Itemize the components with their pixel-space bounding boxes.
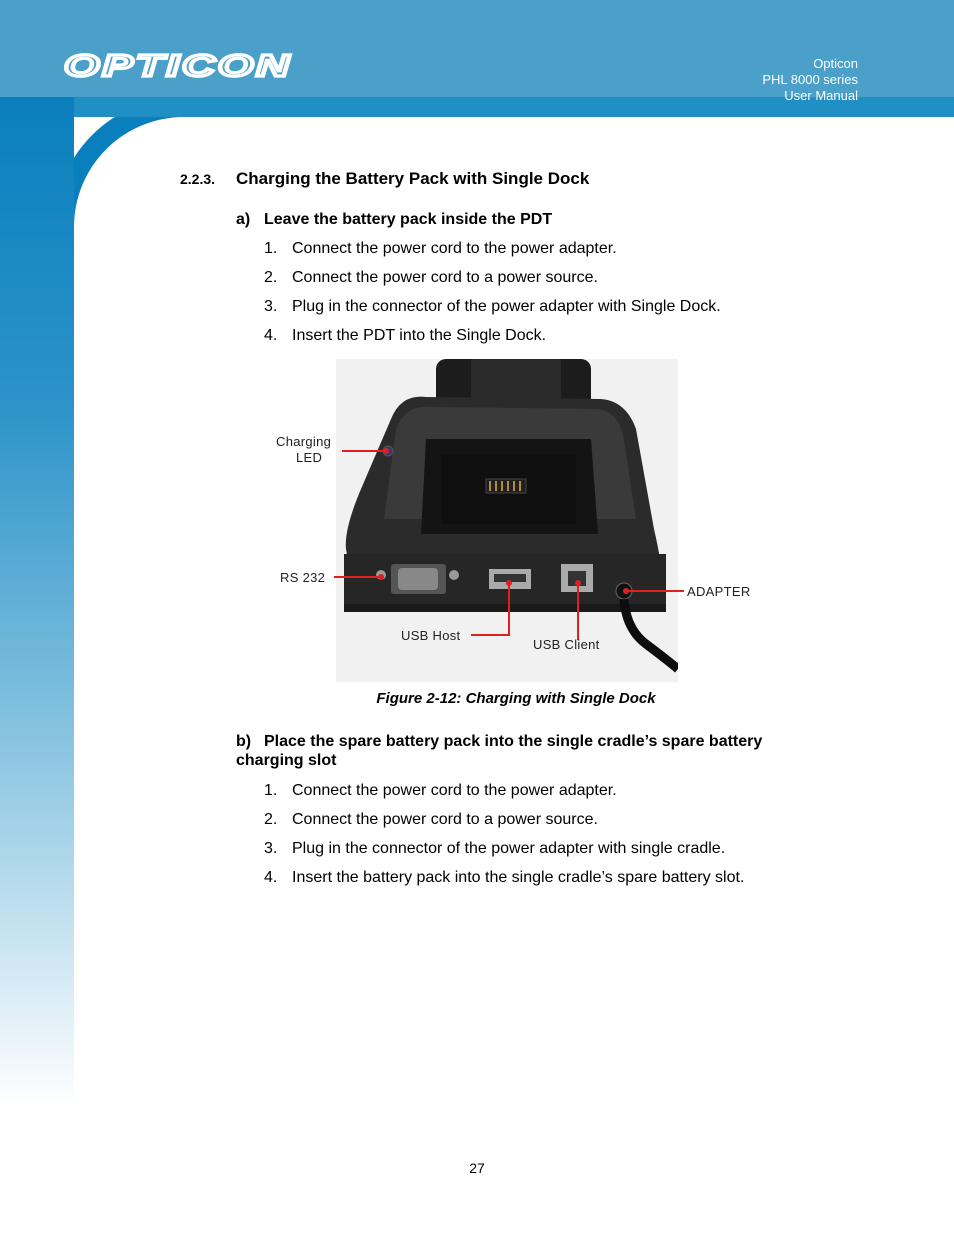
header-doc: User Manual: [784, 88, 858, 103]
part-b-title-line2: charging slot: [236, 752, 337, 769]
part-b-heading: [236, 732, 762, 770]
page-number: 27: [469, 1160, 485, 1176]
list-item: 2. Connect the power cord to a power source.: [264, 269, 598, 286]
figure-caption: Figure 2-12: Charging with Single Dock: [376, 690, 656, 707]
callout-usb-host: USB Host: [401, 628, 461, 643]
section-number: 2.2.3.: [180, 171, 216, 187]
list-item: 4. Insert the PDT into the Single Dock.: [264, 327, 547, 344]
part-b-title-line1: Place the spare battery pack into the single cradle’s spare battery: [264, 733, 763, 750]
header-company: Opticon: [813, 56, 858, 71]
list-item: 1. Connect the power cord to the power adapter.: [264, 782, 617, 799]
list-item: 2. Connect the power cord to a power source.: [264, 811, 598, 828]
section-title: Charging the Battery Pack with Single Dock: [236, 169, 590, 188]
part-b-steps: [264, 781, 744, 897]
callout-charging: Charging: [276, 434, 332, 449]
part-a-letter: a): [236, 211, 251, 228]
svg-text:OPTICON: OPTICON: [64, 50, 292, 80]
part-b-letter: b): [236, 733, 252, 750]
callout-adapter: ADAPTER: [687, 584, 751, 599]
callout-usb-client: USB Client: [533, 637, 600, 652]
callout-rs232: RS 232: [280, 570, 326, 585]
part-a-title: Leave the battery pack inside the PDT: [264, 211, 553, 228]
list-item: 1. Connect the power cord to the power adapter.: [264, 240, 617, 257]
header-series: PHL 8000 series: [762, 72, 858, 87]
callout-led: LED: [296, 450, 323, 465]
list-item: 4. Insert the battery pack into the single cradle’s spare battery slot.: [264, 869, 745, 886]
list-item: 3. Plug in the connector of the power adapter with Single Dock.: [264, 298, 721, 315]
list-item: 3. Plug in the connector of the power adapter with single cradle.: [264, 840, 726, 857]
